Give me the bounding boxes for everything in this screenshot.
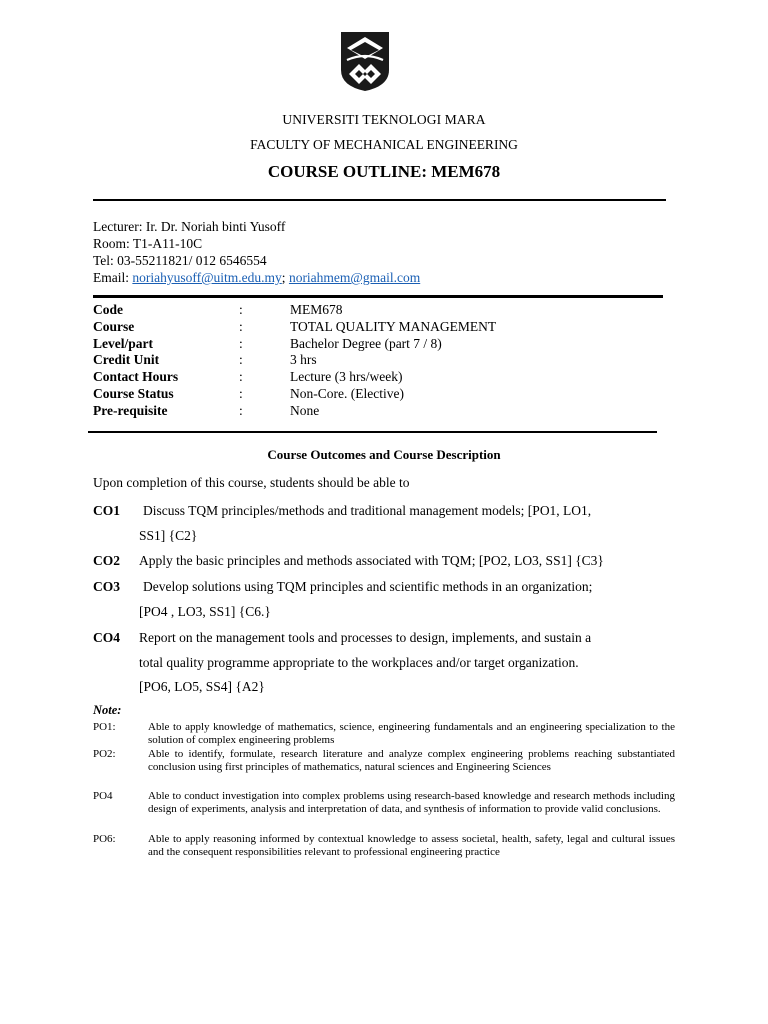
note-key: PO4: [93, 790, 113, 802]
info-key: Course Status: [93, 385, 174, 401]
info-value: Non-Core. (Elective): [290, 385, 404, 401]
note-po2: [93, 748, 675, 773]
co-text: Apply the basic principles and methods associated with TQM; [PO2, LO3, SS1] {C3}: [139, 553, 604, 568]
co-text: total quality programme appropriate to the workplaces and/or target organization.: [139, 654, 579, 670]
info-separator: :: [239, 318, 243, 334]
info-value: Bachelor Degree (part 7 / 8): [290, 335, 442, 351]
note-key: PO1:: [93, 721, 116, 733]
course-outcome-co4: [93, 626, 675, 700]
co-text: Discuss TQM principles/methods and traditional management models; [PO1, LO1,: [143, 503, 592, 518]
info-bottom-divider: [88, 431, 657, 433]
info-separator: :: [239, 402, 243, 418]
note-heading: Note:: [93, 703, 122, 717]
university-name: UNIVERSITI TEKNOLOGI MARA: [282, 112, 486, 127]
info-row: [93, 403, 496, 420]
note-key: PO2:: [93, 748, 116, 760]
info-key: Course: [93, 318, 135, 334]
outcomes-intro: Upon completion of this course, students should be able to: [93, 475, 410, 490]
info-value: 3 hrs: [290, 352, 317, 368]
lecturer-contact-block: [93, 218, 420, 286]
info-row: [93, 336, 496, 353]
info-row: [93, 386, 496, 403]
room-number: Room: T1-A11-10C: [93, 236, 203, 251]
course-outcome-co1: [93, 499, 675, 548]
info-separator: :: [239, 335, 243, 351]
course-outcome-co3: [93, 575, 675, 624]
co-text: Report on the management tools and processes to design, implements, and sustain a: [139, 630, 592, 645]
info-key: Contact Hours: [93, 369, 179, 385]
email-line: [93, 269, 420, 286]
email-label: Email:: [93, 270, 133, 285]
info-top-divider: [93, 295, 663, 298]
info-value: None: [290, 402, 320, 418]
info-row: [93, 369, 496, 386]
note-key: PO6:: [93, 833, 116, 845]
faculty-name: FACULTY OF MECHANICAL ENGINEERING: [250, 137, 518, 152]
info-key: Level/part: [93, 335, 153, 351]
note-text: Able to conduct investigation into complex problems using research-based knowledge and research methods including design of experiments, analysis and interpretation of data, and synthesis of information to provide valid conclusions.: [148, 790, 675, 815]
note-text: Able to apply knowledge of mathematics, science, engineering fundamentals and an engineering specialization to the solution of complex engineering problems: [148, 721, 675, 746]
note-po6: [93, 833, 675, 858]
note-text: Able to identify, formulate, research literature and analyze complex engineering problems reaching substantiated conclusion using first principles of mathematics, natural sciences and Engineering Sciences: [148, 748, 675, 773]
info-value: Lecture (3 hrs/week): [290, 369, 403, 385]
title-divider: [93, 199, 666, 201]
course-outcome-co2: [93, 549, 675, 574]
co-text: [PO6, LO5, SS4] {A2}: [139, 679, 265, 694]
info-row: [93, 319, 496, 336]
lecturer-name: Lecturer: Ir. Dr. Noriah binti Yusoff: [93, 219, 286, 234]
info-separator: :: [239, 352, 243, 368]
co-label: CO2: [93, 553, 120, 568]
co-text: Develop solutions using TQM principles and scientific methods in an organization;: [143, 579, 593, 594]
co-text: SS1] {C2}: [139, 527, 198, 543]
info-key: Code: [93, 302, 123, 317]
note-text: Able to apply reasoning informed by contextual knowledge to assess societal, health, safety, legal and cultural issues and the consequent responsibilities relevant to professional engineering practice: [148, 833, 675, 858]
email-link-gmail[interactable]: noriahmem@gmail.com: [288, 270, 421, 285]
info-separator: :: [239, 385, 243, 401]
note-po1: [93, 721, 675, 746]
co-label: CO4: [93, 630, 120, 645]
info-separator: :: [239, 369, 243, 385]
info-value: MEM678: [290, 302, 343, 317]
co-label: CO1: [93, 503, 120, 518]
info-value: TOTAL QUALITY MANAGEMENT: [290, 318, 497, 334]
outcomes-title: Course Outcomes and Course Description: [267, 447, 501, 462]
email-separator: ;: [281, 270, 289, 285]
note-po4: [93, 790, 675, 815]
info-row: [93, 352, 496, 369]
co-text: [PO4 , LO3, SS1] {C6.}: [139, 603, 271, 619]
info-key: Pre-requisite: [93, 402, 168, 418]
co-label: CO3: [93, 579, 120, 594]
telephone: Tel: 03-55211821/ 012 6546554: [93, 253, 267, 268]
info-separator: :: [239, 302, 243, 317]
info-key: Credit Unit: [93, 352, 160, 368]
university-logo: [337, 30, 393, 92]
email-link-uitm[interactable]: noriahyusoff@uitm.edu.my: [132, 270, 282, 285]
page-title: COURSE OUTLINE: MEM678: [267, 162, 501, 181]
info-row: [93, 302, 496, 319]
course-info-table: [93, 302, 496, 420]
